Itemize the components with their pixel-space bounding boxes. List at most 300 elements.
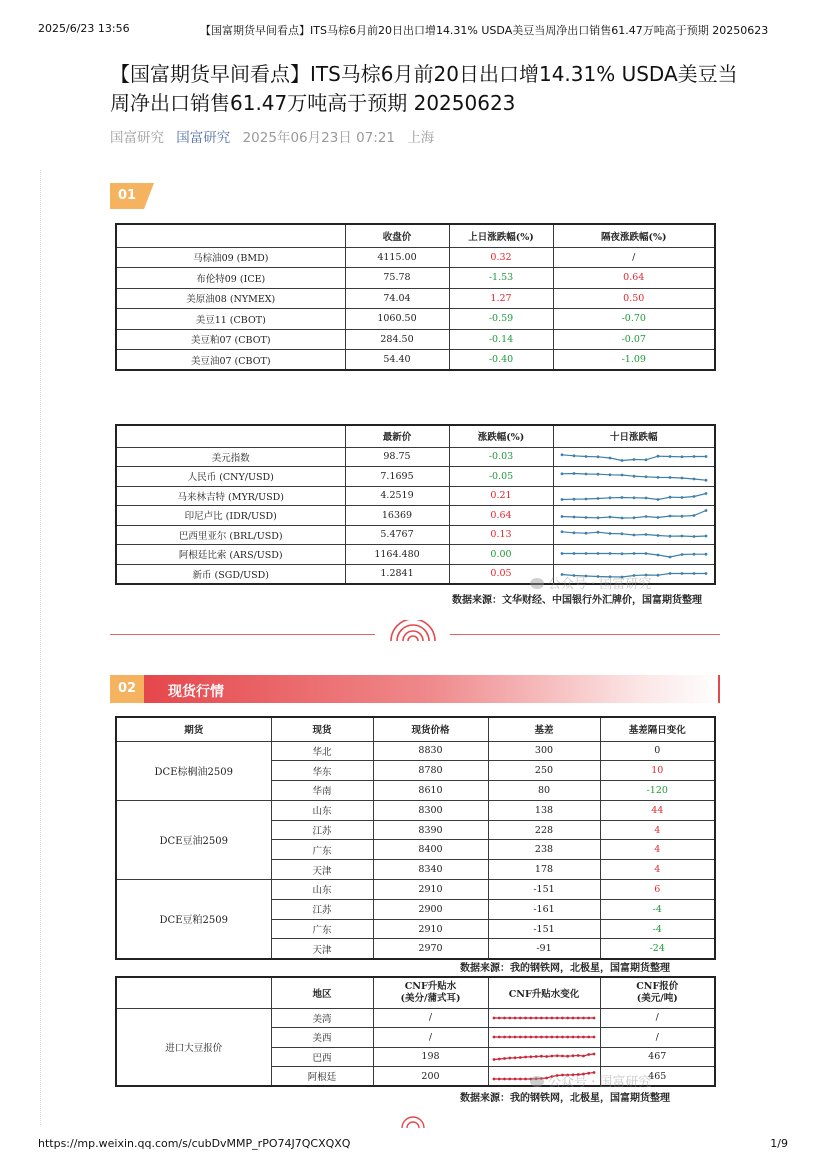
fx-sparkline-point <box>692 455 695 458</box>
fx-name: 新币 (SGD/USD) <box>116 564 345 584</box>
fx-sparkline-point <box>692 478 695 481</box>
fx-sparkline-point <box>704 572 707 575</box>
fx-sparkline-point <box>620 532 623 535</box>
fx-sparkline-point <box>644 496 647 499</box>
cnf-sparkline-point <box>524 1016 527 1019</box>
spot-region: 山东 <box>271 800 373 820</box>
futures-row <box>116 247 715 268</box>
fx-row <box>116 525 715 545</box>
spot-price: 8300 <box>373 800 488 820</box>
print-page-number: 1/9 <box>770 1137 788 1150</box>
fx-sparkline-point <box>668 556 671 559</box>
fx-sparkline-point <box>668 515 671 518</box>
fx-sparkline-point <box>668 572 671 575</box>
spot-price: 2900 <box>373 899 488 919</box>
spot-basis: 228 <box>488 820 600 840</box>
spot-price: 8830 <box>373 741 488 761</box>
fx-sparkline-point <box>680 553 683 556</box>
cnf-sparkline-point <box>514 1056 517 1059</box>
fx-sparkline-point <box>560 552 563 555</box>
spot-price: 8340 <box>373 860 488 880</box>
spot-basis: 80 <box>488 781 600 801</box>
section-badge-01: 01 <box>110 183 144 209</box>
futures-day-change: 0.32 <box>449 247 553 268</box>
cnf-sparkline-point <box>593 1016 596 1019</box>
cnf-premium: 198 <box>373 1047 488 1067</box>
cnf-sparkline-point <box>577 1016 580 1019</box>
fx-sparkline-point <box>704 455 707 458</box>
fx-source: 数据来源：文华财经、中国银行外汇牌价，国富期货整理 <box>452 595 702 606</box>
spot-header-price: 现货价格 <box>373 717 488 741</box>
fx-sparkline-point <box>680 496 683 499</box>
cnf-sparkline-cell <box>488 1047 600 1067</box>
cnf-sparkline <box>491 1010 597 1026</box>
fx-sparkline-point <box>560 473 563 476</box>
cnf-sparkline-point <box>566 1036 569 1039</box>
futures-night-change: 0.64 <box>553 268 715 289</box>
futures-night-change: / <box>553 247 715 268</box>
futures-close: 284.50 <box>345 329 449 350</box>
fx-price: 16369 <box>345 506 449 526</box>
fx-sparkline-cell <box>553 545 715 565</box>
futures-close: 54.40 <box>345 350 449 371</box>
spot-region: 华东 <box>271 761 373 781</box>
article-location: 上海 <box>407 130 435 146</box>
spot-future: DCE棕榈油2509 <box>116 741 271 800</box>
spot-basis: -91 <box>488 939 600 959</box>
cnf-sparkline-point <box>508 1056 511 1059</box>
cnf-sparkline-point <box>550 1016 553 1019</box>
fx-sparkline-point <box>608 456 611 459</box>
cnf-sparkline-point <box>582 1016 585 1019</box>
spot-basis-change: 4 <box>600 820 715 840</box>
futures-name: 布伦特09 (ICE) <box>116 268 345 289</box>
cnf-sparkline-point <box>593 1052 596 1055</box>
fx-sparkline-point <box>584 516 587 519</box>
spot-basis-change: 6 <box>600 880 715 900</box>
fx-sparkline-point <box>644 515 647 518</box>
futures-night-change: -1.09 <box>553 350 715 371</box>
cloud-ornament-icon <box>388 620 438 642</box>
fx-sparkline-point <box>584 455 587 458</box>
fx-sparkline-point <box>596 517 599 520</box>
cnf-sparkline-point <box>550 1054 553 1057</box>
cnf-quote: / <box>600 1028 715 1048</box>
cnf-sparkline-point <box>556 1016 559 1019</box>
fx-sparkline-point <box>704 479 707 482</box>
fx-sparkline-cell <box>553 486 715 506</box>
fx-sparkline-point <box>632 517 635 520</box>
spot-basis-change: 10 <box>600 761 715 781</box>
fx-header-spark: 十日涨跌幅 <box>553 425 715 447</box>
fx-name: 美元指数 <box>116 447 345 467</box>
spot-row <box>116 741 715 761</box>
fx-sparkline-point <box>572 454 575 457</box>
fx-sparkline-point <box>692 495 695 498</box>
spot-basis-change: 44 <box>600 800 715 820</box>
futures-name: 美豆11 (CBOT) <box>116 309 345 330</box>
fx-sparkline-cell <box>553 447 715 467</box>
divider-right <box>450 634 720 635</box>
cnf-sparkline-point <box>556 1036 559 1039</box>
cnf-sparkline-point <box>503 1078 506 1081</box>
fx-sparkline-point <box>608 516 611 519</box>
futures-close: 1060.50 <box>345 309 449 330</box>
cnf-quote: 467 <box>600 1047 715 1067</box>
cnf-sparkline-point <box>540 1016 543 1019</box>
fx-sparkline-point <box>704 509 707 512</box>
spot-price: 2970 <box>373 939 488 959</box>
cnf-premium: / <box>373 1008 488 1028</box>
fx-row <box>116 545 715 565</box>
account-link[interactable]: 国富研究 <box>176 130 231 146</box>
fx-sparkline-point <box>656 498 659 501</box>
fx-row <box>116 467 715 487</box>
fx-change: 0.64 <box>449 506 553 526</box>
fx-sparkline-point <box>632 496 635 499</box>
divider-left <box>110 634 375 635</box>
fx-header-chg: 涨跌幅(%) <box>449 425 553 447</box>
cnf-sparkline-point <box>508 1036 511 1039</box>
fx-sparkline-point <box>656 534 659 537</box>
spot-basis: 178 <box>488 860 600 880</box>
article-meta <box>110 126 442 146</box>
fx-sparkline-point <box>584 532 587 535</box>
futures-name: 美豆粕07 (CBOT) <box>116 329 345 350</box>
spot-basis-change: 4 <box>600 860 715 880</box>
futures-row <box>116 268 715 289</box>
futures-body <box>116 247 715 370</box>
fx-sparkline-point <box>668 476 671 479</box>
cnf-header-change: CNF升贴水变化 <box>488 977 600 1008</box>
cnf-sparkline-point <box>550 1036 553 1039</box>
cnf-sparkline-point <box>540 1036 543 1039</box>
article-date: 2025年06月23日 07:21 <box>242 130 396 146</box>
spot-body <box>116 741 715 959</box>
futures-night-change: -0.70 <box>553 309 715 330</box>
futures-close: 4115.00 <box>345 247 449 268</box>
fx-sparkline-point <box>560 515 563 518</box>
spot-future: DCE豆粕2509 <box>116 880 271 959</box>
cnf-sparkline-point <box>498 1078 501 1081</box>
spot-header-region: 现货 <box>271 717 373 741</box>
fx-price: 1.2841 <box>345 564 449 584</box>
fx-sparkline-point <box>644 552 647 555</box>
fx-name: 阿根廷比索 (ARS/USD) <box>116 545 345 565</box>
cnf-sparkline-point <box>493 1058 496 1061</box>
print-url: https://mp.weixin.qq.com/s/cubDvMMP_rPO74J7QCXQXQ <box>38 1137 351 1150</box>
cnf-sparkline-point <box>561 1054 564 1057</box>
fx-sparkline-point <box>608 532 611 535</box>
cnf-sparkline-point <box>561 1016 564 1019</box>
cnf-sparkline-point <box>545 1055 548 1058</box>
cnf-source: 数据来源：我的钢铁网，北极星，国富期货整理 <box>460 1093 670 1104</box>
print-datetime: 2025/6/23 13:56 <box>38 22 130 35</box>
spot-region: 江苏 <box>271 820 373 840</box>
futures-name: 美原油08 (NYMEX) <box>116 288 345 309</box>
cnf-sparkline-point <box>519 1078 522 1081</box>
cnf-sparkline-point <box>514 1036 517 1039</box>
spot-basis-change: 0 <box>600 741 715 761</box>
cnf-sparkline-point <box>566 1016 569 1019</box>
fx-sparkline-point <box>620 517 623 520</box>
fx-sparkline-point <box>656 476 659 479</box>
fx-sparkline <box>559 449 709 465</box>
fx-sparkline-point <box>644 476 647 479</box>
cnf-sparkline-point <box>566 1055 569 1058</box>
cnf-sparkline-point <box>582 1036 585 1039</box>
fx-table <box>115 424 716 585</box>
futures-night-change: -0.07 <box>553 329 715 350</box>
spot-basis: -151 <box>488 919 600 939</box>
cnf-sparkline-point <box>572 1036 575 1039</box>
fx-sparkline-point <box>584 552 587 555</box>
cnf-sparkline-point <box>508 1016 511 1019</box>
spot-price: 8390 <box>373 820 488 840</box>
cnf-sparkline <box>491 1049 597 1065</box>
spot-region: 华北 <box>271 741 373 761</box>
spot-table <box>115 716 716 960</box>
spot-region: 山东 <box>271 880 373 900</box>
spot-basis: -161 <box>488 899 600 919</box>
spot-region: 天津 <box>271 939 373 959</box>
print-footer <box>38 1137 788 1151</box>
futures-day-change: -0.59 <box>449 309 553 330</box>
cnf-sparkline-point <box>529 1016 532 1019</box>
futures-row <box>116 288 715 309</box>
cnf-sparkline-point <box>545 1036 548 1039</box>
cnf-sparkline-point <box>572 1016 575 1019</box>
spot-basis-change: -24 <box>600 939 715 959</box>
cnf-sparkline-point <box>529 1055 532 1058</box>
fx-sparkline-point <box>656 573 659 576</box>
fx-header-name <box>116 425 345 447</box>
section-badge-02: 02 <box>110 675 144 703</box>
cnf-sparkline-point <box>582 1054 585 1057</box>
fx-sparkline-point <box>584 497 587 500</box>
futures-day-change: 1.27 <box>449 288 553 309</box>
cnf-header-row <box>116 977 715 1008</box>
fx-sparkline-point <box>572 531 575 534</box>
cnf-sparkline-point <box>514 1016 517 1019</box>
fx-sparkline-point <box>656 455 659 458</box>
fx-sparkline-point <box>632 475 635 478</box>
fx-sparkline <box>559 507 709 523</box>
fx-sparkline-point <box>632 458 635 461</box>
cnf-header-region: 地区 <box>271 977 373 1008</box>
fx-change: 0.13 <box>449 525 553 545</box>
cnf-sparkline-cell <box>488 1008 600 1028</box>
fx-sparkline-point <box>632 552 635 555</box>
cnf-row <box>116 1008 715 1028</box>
fx-change: 0.21 <box>449 486 553 506</box>
cnf-premium: / <box>373 1028 488 1048</box>
spot-price: 8610 <box>373 781 488 801</box>
spot-header-row <box>116 717 715 741</box>
fx-sparkline-cell <box>553 525 715 545</box>
fx-price: 7.1695 <box>345 467 449 487</box>
cnf-sparkline-point <box>529 1036 532 1039</box>
fx-name: 巴西里亚尔 (BRL/USD) <box>116 525 345 545</box>
cnf-sparkline-point <box>498 1016 501 1019</box>
cnf-sparkline-point <box>493 1036 496 1039</box>
cnf-sparkline-point <box>540 1055 543 1058</box>
spot-region: 天津 <box>271 860 373 880</box>
fx-change: 0.05 <box>449 564 553 584</box>
fx-sparkline <box>559 527 709 543</box>
fx-sparkline <box>559 488 709 504</box>
watermark-icon <box>530 1076 544 1087</box>
cnf-quote: 465 <box>600 1067 715 1087</box>
fx-sparkline-point <box>608 474 611 477</box>
fx-header-row <box>116 425 715 447</box>
cnf-sparkline-point <box>524 1055 527 1058</box>
futures-header-night: 隔夜涨跌幅(%) <box>553 224 715 247</box>
fx-sparkline-point <box>620 496 623 499</box>
cnf-sparkline-point <box>535 1036 538 1039</box>
fx-sparkline-point <box>596 455 599 458</box>
cnf-sparkline-point <box>508 1078 511 1081</box>
spot-price: 2910 <box>373 880 488 900</box>
fx-header-price: 最新价 <box>345 425 449 447</box>
spot-basis: -151 <box>488 880 600 900</box>
fx-sparkline-point <box>608 496 611 499</box>
cnf-group: 进口大豆报价 <box>116 1008 271 1086</box>
spot-row <box>116 800 715 820</box>
fx-sparkline-point <box>596 497 599 500</box>
cnf-sparkline-point <box>572 1054 575 1057</box>
spot-basis: 238 <box>488 840 600 860</box>
cnf-premium: 200 <box>373 1067 488 1087</box>
futures-header-day: 上日涨跌幅(%) <box>449 224 553 247</box>
cnf-sparkline-point <box>524 1036 527 1039</box>
fx-sparkline-point <box>620 459 623 462</box>
cnf-region: 阿根廷 <box>271 1067 373 1087</box>
fx-change: -0.05 <box>449 467 553 487</box>
fx-price: 1164.480 <box>345 545 449 565</box>
cnf-sparkline-point <box>519 1036 522 1039</box>
futures-header-name <box>116 224 345 247</box>
fx-row <box>116 506 715 526</box>
spot-basis-change: -120 <box>600 781 715 801</box>
fx-sparkline-point <box>620 553 623 556</box>
section-bar-edge <box>718 675 720 703</box>
cnf-sparkline <box>491 1029 597 1045</box>
fx-sparkline-point <box>644 458 647 461</box>
spot-region: 华南 <box>271 781 373 801</box>
futures-night-change: 0.50 <box>553 288 715 309</box>
watermark-2 <box>530 1071 651 1090</box>
fx-sparkline <box>559 546 709 562</box>
fx-sparkline-point <box>572 552 575 555</box>
watermark-text: 公众号 · 国富研究 <box>548 1075 652 1090</box>
cnf-quote: / <box>600 1008 715 1028</box>
cnf-sparkline-point <box>545 1016 548 1019</box>
fx-sparkline-point <box>704 534 707 537</box>
fx-sparkline-point <box>560 530 563 533</box>
fx-change: 0.00 <box>449 545 553 565</box>
cnf-sparkline-point <box>587 1016 590 1019</box>
fx-sparkline-point <box>704 553 707 556</box>
spot-future: DCE豆油2509 <box>116 800 271 879</box>
fx-sparkline-point <box>584 473 587 476</box>
fx-sparkline-point <box>608 552 611 555</box>
fx-sparkline-point <box>572 498 575 501</box>
cnf-sparkline-point <box>587 1053 590 1056</box>
fx-row <box>116 486 715 506</box>
spot-header-basis: 基差 <box>488 717 600 741</box>
section-badge-tail <box>144 183 160 209</box>
cnf-header-premium: CNF升贴水 (美分/蒲式耳) <box>373 977 488 1008</box>
margin-guide <box>40 170 41 1125</box>
cloud-ornament-icon <box>400 1114 426 1128</box>
futures-day-change: -0.14 <box>449 329 553 350</box>
fx-sparkline-point <box>668 455 671 458</box>
spot-region: 广东 <box>271 840 373 860</box>
fx-name: 人民币 (CNY/USD) <box>116 467 345 487</box>
cnf-header-quote: CNF报价 (美元/吨) <box>600 977 715 1008</box>
fx-sparkline-point <box>680 477 683 480</box>
fx-sparkline-point <box>680 455 683 458</box>
futures-row <box>116 350 715 371</box>
watermark-text: 公众号 · 国富研究 <box>548 577 652 592</box>
fx-sparkline-point <box>656 516 659 519</box>
spot-header-future: 期货 <box>116 717 271 741</box>
futures-name: 马棕油09 (BMD) <box>116 247 345 268</box>
cnf-sparkline-point <box>493 1078 496 1081</box>
spot-basis-change: -4 <box>600 899 715 919</box>
fx-sparkline-point <box>692 572 695 575</box>
fx-name: 印尼卢比 (IDR/USD) <box>116 506 345 526</box>
print-title: 【国富期货早间看点】ITS马棕6月前20日出口增14.31% USDA美豆当周净出口销售61.47万吨高于预期 20250623 <box>200 24 769 37</box>
futures-row <box>116 329 715 350</box>
fx-sparkline-point <box>668 535 671 538</box>
fx-sparkline-point <box>656 554 659 557</box>
cnf-sparkline-point <box>498 1057 501 1060</box>
fx-sparkline-point <box>620 474 623 477</box>
section-title-bar <box>144 675 720 703</box>
spot-price: 2910 <box>373 919 488 939</box>
fx-sparkline-point <box>692 514 695 517</box>
fx-price: 5.4767 <box>345 525 449 545</box>
fx-price: 4.2519 <box>345 486 449 506</box>
fx-sparkline-point <box>572 516 575 519</box>
fx-sparkline-point <box>632 533 635 536</box>
fx-sparkline-point <box>668 496 671 499</box>
cnf-header-blank <box>116 977 271 1008</box>
cnf-sparkline-point <box>577 1054 580 1057</box>
spot-basis-change: -4 <box>600 919 715 939</box>
fx-sparkline-point <box>704 492 707 495</box>
cnf-sparkline-point <box>593 1036 596 1039</box>
cnf-region: 美西 <box>271 1028 373 1048</box>
fx-sparkline-point <box>680 572 683 575</box>
spot-basis-change: 4 <box>600 840 715 860</box>
cnf-sparkline-point <box>519 1056 522 1059</box>
fx-change: -0.03 <box>449 447 553 467</box>
fx-sparkline-cell <box>553 467 715 487</box>
futures-day-change: -0.40 <box>449 350 553 371</box>
fx-sparkline-point <box>692 553 695 556</box>
fx-sparkline-point <box>692 535 695 538</box>
spot-basis: 300 <box>488 741 600 761</box>
spot-region: 江苏 <box>271 899 373 919</box>
cnf-region: 美湾 <box>271 1008 373 1028</box>
fx-sparkline-point <box>680 515 683 518</box>
fx-price: 98.75 <box>345 447 449 467</box>
cnf-sparkline-point <box>503 1016 506 1019</box>
futures-table <box>115 223 716 371</box>
